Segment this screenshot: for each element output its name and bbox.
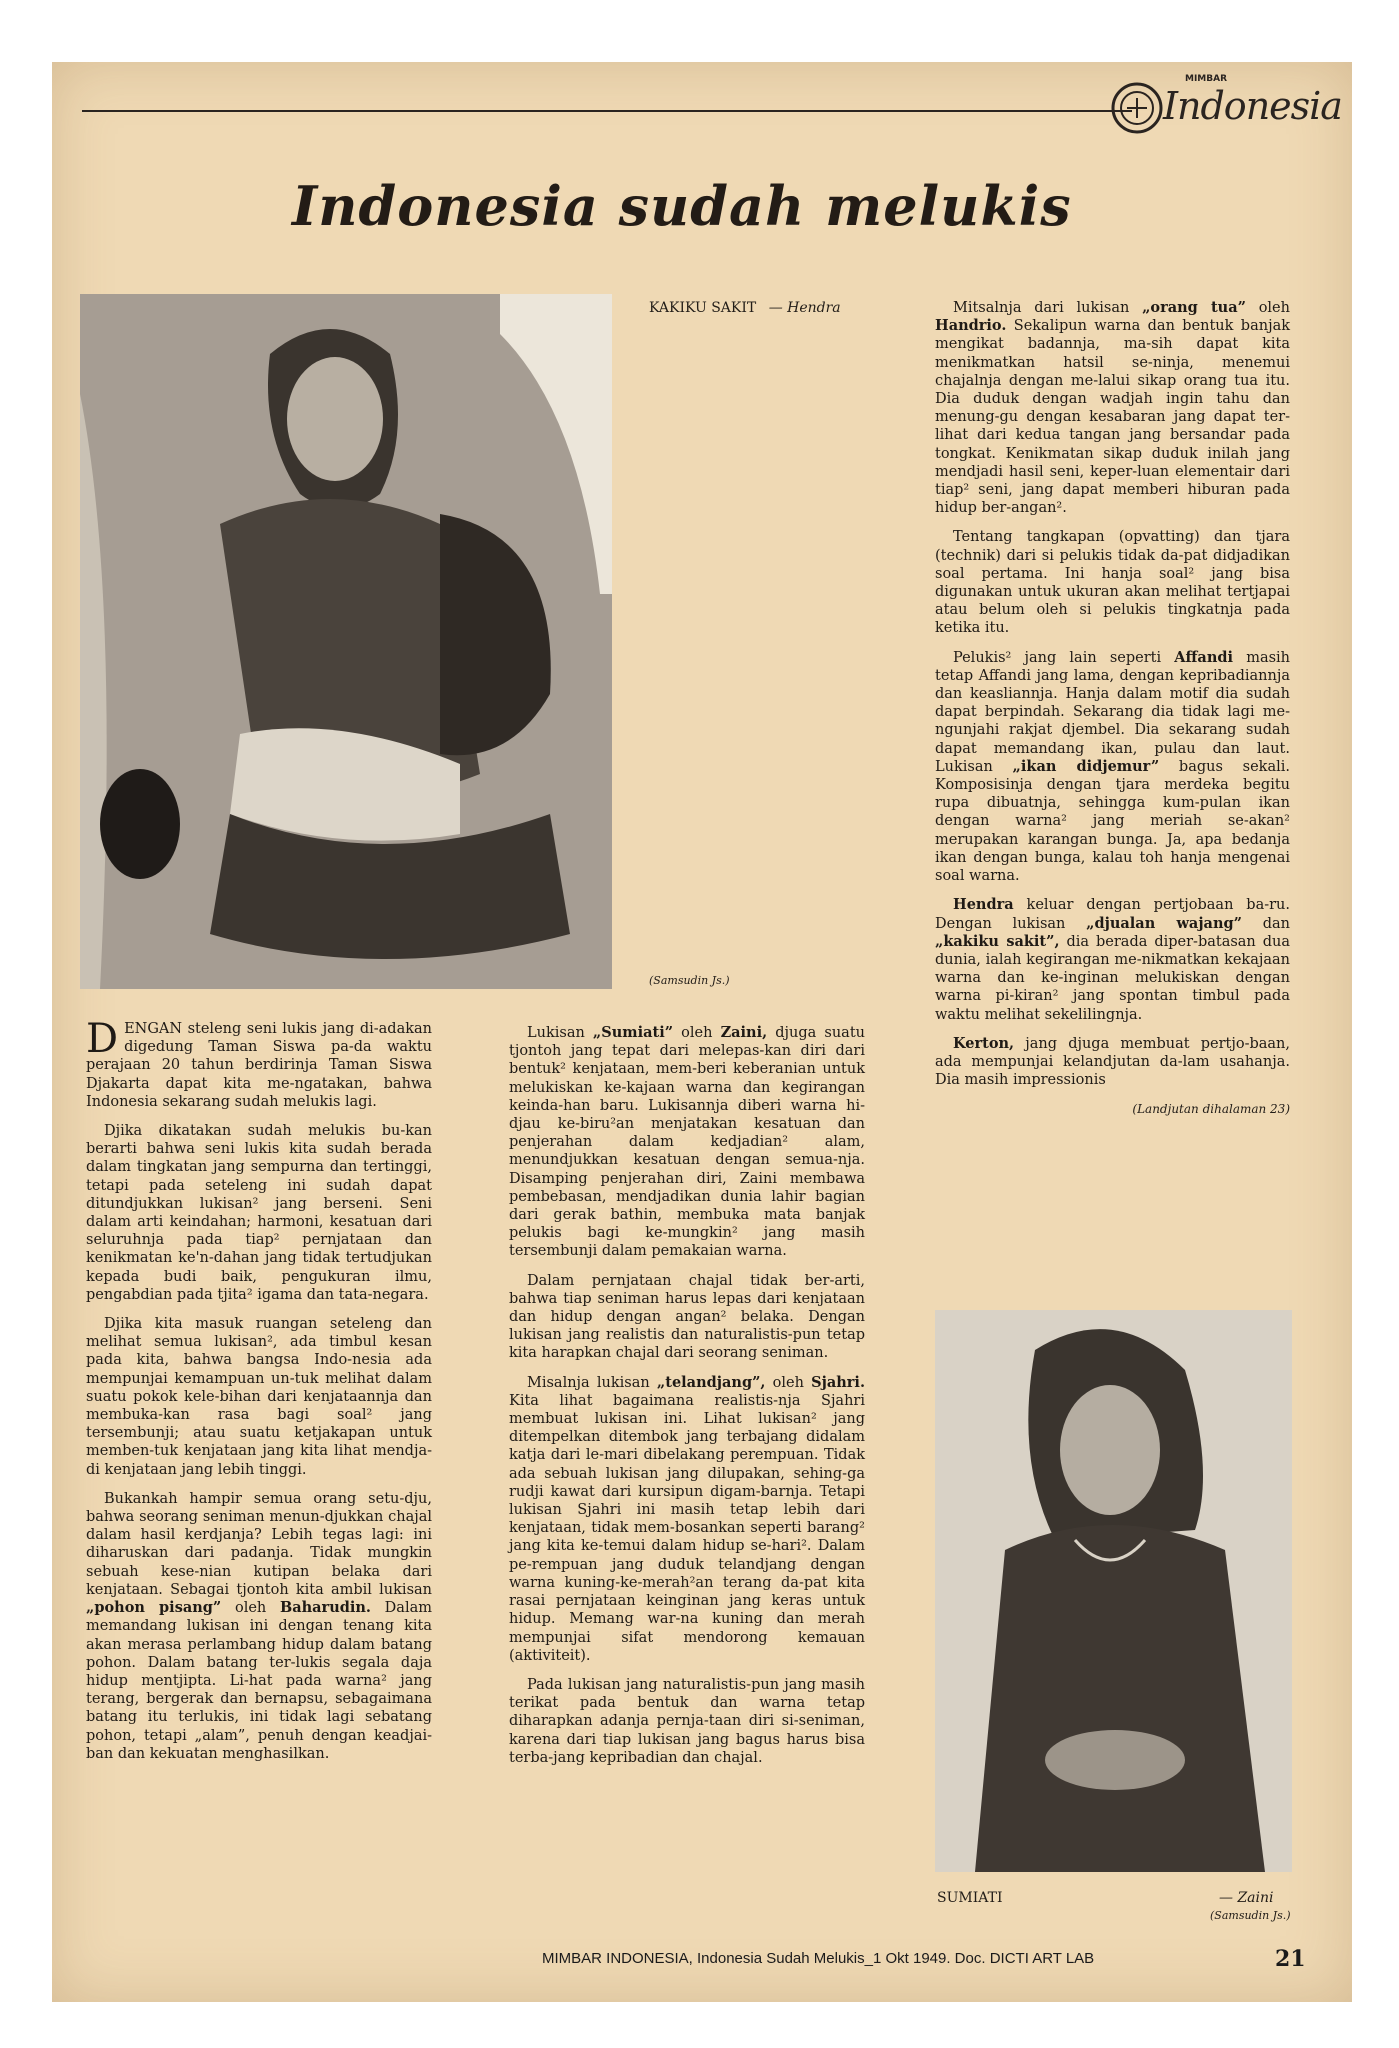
paragraph: Mitsalnja dari lukisan „orang tua” oleh Handrio. Sekalipun warna dan bentuk banjak mengikat badannja, ma-sih dapat kita menikmatkan hatsil se-ninja, menemui chajalnja dengan me-lalui sikap orang tua itu. Dia duduk dengan wadjah ingin tahu dan menung-gu dengan kesabaran jang dapat ter-lihat dari kedua tangan jang bersandar pada tongkat. Kenikmatan sikap duduk inilah jang mendjadi hasil seni, keper-luan elementair dari tiap² seni, jang dapat memberi hiburan pada hidup ber-angan². (935, 299, 1290, 517)
figure1-caption (649, 300, 841, 316)
masthead-rule (82, 110, 1132, 112)
figure1-credit: (Samsudin Js.) (649, 974, 730, 987)
logo-script-text: Indonesia (1163, 84, 1342, 128)
footer-text: MIMBAR INDONESIA, Indonesia Sudah Melukis_1 Okt 1949. Doc. DICTI ART LAB (542, 1950, 1095, 1967)
article-column-1 (86, 1016, 432, 1774)
paragraph: Misalnja lukisan „telandjang”, oleh Sjahri. Kita lihat bagaimana realistis-nja Sjahri membuat lukisan ini. Lihat lukisan² jang ditempelkan ditembok jang terbajang didalam katja dari le-mari dibelakang perempuan. Tidak ada sebuah lukisan jang dilupakan, sehing-ga rudji kawat dari kursipun digam-barnja. Tetapi lukisan Sjahri ini masih tetap lebih dari kenjataan, tidak mem-bosankan seperti barang² jang kita ke-temui dalam hidup se-hari². Dalam pe-rempuan jang duduk telandjang dengan warna kuning-ke-merah²an terang da-pat kita rasai pernjataan keinginan jang keras untuk hidup. Memang war-na kuning dan merah mempunjai sifat mendorong kemauan (aktiviteit). (509, 1373, 865, 1664)
masthead-logo (1107, 72, 1342, 142)
figure2-artist: — Zaini (1219, 1890, 1274, 1906)
page-number: 21 (1275, 1946, 1306, 1972)
figure1-title: KAKIKU SAKIT (649, 300, 757, 316)
paragraph: Bukankah hampir semua orang setu-dju, bahwa seorang seniman menun-djukkan chajal dalam hasil kerdjanja? Lebih tegas lagi: ini diharuskan dari padanja. Tidak mungkin sebuah kese-nian kutipan belaka dari kenjataan. Sebagai tjontoh kita ambil lukisan „pohon pisang” oleh Baharudin. Dalam memandang lukisan ini dengan tenang kita akan merasa perlambang hidup dalam batang pohon. Dalam batang ter-lukis segala daja hidup mentjipta. Li-hat pada warna² jang terang, bergerak dan bernapsu, sebagaimana batang itu terlukis, ini tidak lagi sebatang pohon, tetapi „alam”, penuh dengan keadjai-ban dan kekuatan menghasilkan. (86, 1490, 432, 1762)
magazine-page (52, 62, 1352, 2002)
article-column-3 (935, 299, 1290, 1119)
logo-small-text: MIMBAR (1185, 74, 1228, 84)
paragraph: Dalam pernjataan chajal tidak ber-arti, bahwa tiap seniman harus lepas dari kenjataan dan hidup dengan angan² belaka. Dengan lukisan jang realistis dan naturalistis-pun tetap kita harapkan chajal dari seorang seniman. (509, 1272, 865, 1362)
continued-note: (Landjutan dihalaman 23) (1132, 1102, 1290, 1117)
painting-image-sumiati (935, 1310, 1292, 1872)
paragraph: DENGAN steleng seni lukis jang di-adakan digedung Taman Siswa pa-da waktu perajaan 20 tahun berdirinja Taman Siswa Djakarta dapat kita me-ngatakan, bahwa Indonesia sekarang sudah melukis lagi. (86, 1016, 432, 1110)
paragraph: Pada lukisan jang naturalistis-pun jang masih terikat pada bentuk dan warna tetap diharapkan adanja pernja-taan diri si-seniman, karena dari tiap lukisan jang bagus harus bisa terba-jang kepribadian dan chajal. (509, 1676, 865, 1766)
painting-image-kakiku-sakit (80, 294, 612, 989)
paragraph: Djika dikatakan sudah melukis bu-kan berarti bahwa seni lukis kita sudah berada dalam tingkatan jang sempurna dan tertinggi, tetapi pada seteleng ini sudah dapat ditundjukkan lukisan² jang berseni. Seni dalam arti keindahan; harmoni, kesatuan dari seluruhnja pada tiap² pernjataan dan kenikmatan ke'n-dahan jang tidak tertudjukan kepada budi baik, pengukuran ilmu, pengabdian pada tjita² igama dan tata-negara. (86, 1123, 432, 1303)
paragraph: Djika kita masuk ruangan seteleng dan melihat semua lukisan², ada timbul kesan pada kita, bahwa bangsa Indo-nesia ada mempunjai kemampuan un-tuk melihat dalam suatu pokok kele-bihan dari kenjataannja dan membuka-kan rasa bagi soal² jang tersembunji; atau suatu ketjakapan untuk memben-tuk kenjataan jang kita lihat mendja-di kenjataan jang lebih tinggi. (86, 1316, 432, 1478)
paragraph: Kerton, jang djuga membuat pertjo-baan, ada mempunjai kelandjutan da-lam usahanja. Dia masih impressionis (935, 1034, 1290, 1089)
drop-cap: D (86, 1016, 119, 1062)
paragraph: Lukisan „Sumiati” oleh Zaini, djuga suatu tjontoh jang tepat dari melepas-kan diri dari bentuk² kenjataan, mem-beri keberanian untuk melukiskan ke-kajaan warna dan kegirangan keinda-han baru. Lukisannja diberi warna hi-djau ke-biru²an menjatakan kesatuan dan penjerahan dalam kedjadian² alam, menundjukkan kesatuan dengan semua-nja. Disamping penjerahan diri, Zaini membawa pembebasan, mendjadikan dunia lahir bagian dari gerak bathin, membuka mata banjak pelukis bagi ke-mungkin² jang masih tersembunji dalam pemakaian warna. (509, 1024, 865, 1260)
figure2-title: SUMIATI (937, 1890, 1003, 1906)
figure1-artist: — Hendra (768, 300, 841, 316)
paragraph: Pelukis² jang lain seperti Affandi masih tetap Affandi jang lama, dengan kepribadiannja dan keasliannja. Hanja dalam motif dia sudah dapat berpindah. Sekarang dia tidak lagi me-ngunjahi rakjat djembel. Dia sekarang sudah dapat memandang ikan, pulau dan laut. Lukisan „ikan didjemur” bagus sekali. Komposisinja dengan tjara merdeka begitu rupa dibuatnja, sehingga kum-pulan ikan dengan warna² jang meriah se-akan² merupakan karangan bunga. Ja, apa bedanja ikan dengan bunga, kalau toh hanja mengenai soal warna. (935, 648, 1291, 885)
paragraph: Tentang tangkapan (opvatting) dan tjara (technik) dari si pelukis tidak da-pat didjadikan soal pertama. Ini hanja soal² jang bisa digunakan untuk ukuran akan melihat tertjapai atau belum oleh si pelukis tingkatnja pada ketika itu. (935, 529, 1290, 637)
paragraph: Hendra keluar dengan pertjobaan ba-ru. Dengan lukisan „djualan wajang” dan „kakiku sakit”, dia berada diper-batasan dua dunia, ialah kegirangan me-nikmatkan kekajaan warna dan ke-inginan melukiskan dengan warna pi-kiran² jang spontan timbul pada waktu melihat sekelilingnja. (935, 896, 1290, 1023)
article-title: Indonesia sudah melukis (292, 174, 1072, 238)
figure2-credit: (Samsudin Js.) (1210, 1909, 1291, 1922)
article-column-2 (509, 1024, 865, 1778)
